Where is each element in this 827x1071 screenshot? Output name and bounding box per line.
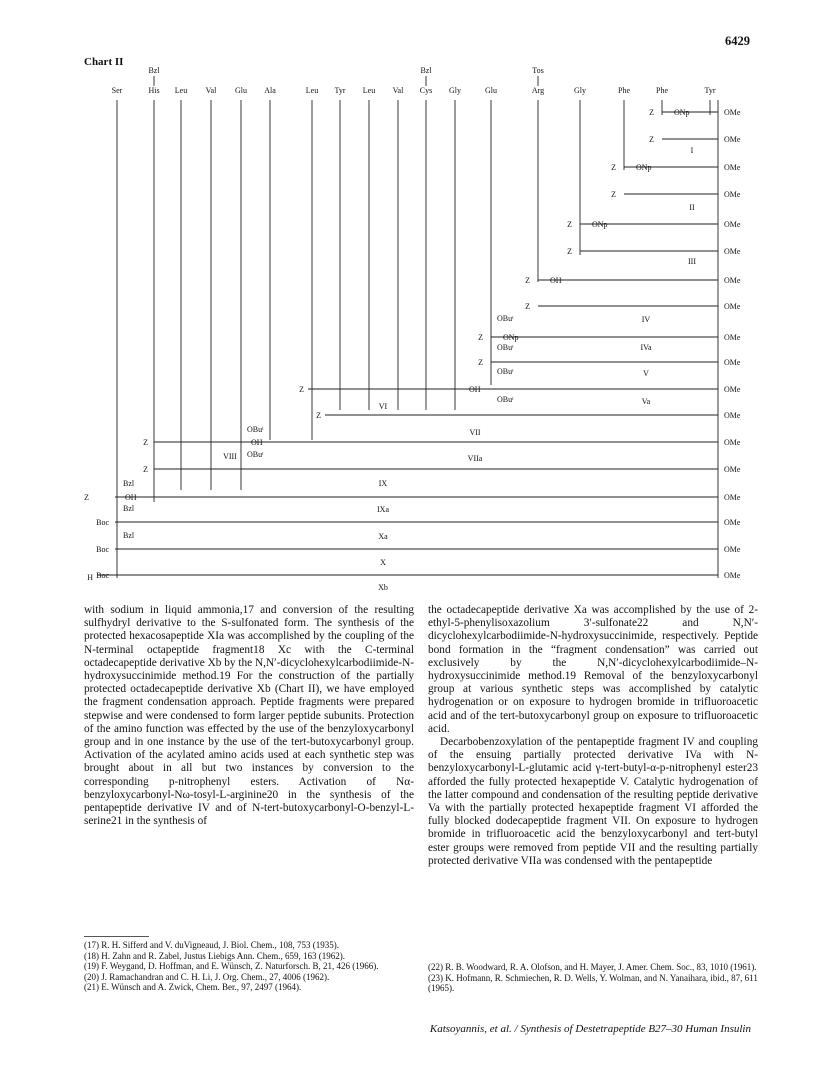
activation-group-label: OH <box>125 493 137 502</box>
n-terminal-label: Z <box>478 333 483 342</box>
references-left <box>84 940 414 993</box>
n-terminal-label: Z <box>525 276 530 285</box>
terminal-label: OMe <box>724 108 741 117</box>
residue-label: Ala <box>264 86 276 95</box>
terminal-label: OMe <box>724 438 741 447</box>
page-number: 6429 <box>725 34 750 48</box>
left-column-text: with sodium in liquid ammonia,17 and conversion of the resulting sulfhydryl derivative to the S-sulfonated form. The synthesis of the protected hexacosapeptide XIa was accomplished by the coupling of the N-terminal octapeptide fragment18 Xc with the C-terminal octadecapeptide derivative Xb by the N,N′-dicyclohexylcarbodiimide-N-hydroxysuccinimide method.19 For the construction of the partially protected octadecapeptide derivative Xb (Chart II), we have employed the fragment condensation approach. Peptide fragments were prepared stepwise and were condensed to form larger peptide subunits. Protection of the amino function was effected by the use of the benzyloxycarbonyl group and in one instance by the use of the tert-butoxycarbonyl group. Activation of the acylated amino acids used at each synthetic step was brought about in all but two instances by conversion to the corresponding p-nitrophenyl esters. Activation of Nα-benzyloxycarbonyl-Nω-tosyl-L-arginine20 in the synthesis of the pentapeptide derivative IV and of N-tert-butoxycarbonyl-O-benzyl-L-serine21 in the synthesis of <box>84 604 414 828</box>
reference-20: (20) J. Ramachandran and C. H. Li, J. Org. Chem., 27, 4006 (1962). <box>84 971 330 982</box>
residue-label: Tyr <box>334 86 346 95</box>
compound-label: IV <box>641 315 651 324</box>
residue-label: His <box>148 86 160 95</box>
compound-label: VII <box>469 428 481 437</box>
terminal-label: OMe <box>724 465 741 474</box>
side-chain-label: OBuᵗ <box>247 450 264 459</box>
activation-group-label: OH <box>251 438 263 447</box>
residue-label: Tyr <box>704 86 716 95</box>
n-terminal-label: Z <box>299 385 304 394</box>
side-chain-label: Bzl <box>123 479 135 488</box>
compound-label: IXa <box>377 505 389 514</box>
side-chain-label: OBuᵗ <box>497 367 514 376</box>
side-chain-label: OBuᵗ <box>497 314 514 323</box>
terminal-label: OMe <box>724 411 741 420</box>
activation-group-label: ONp <box>636 163 652 172</box>
n-terminal-label: Z <box>611 163 616 172</box>
n-terminal-label: Z <box>316 411 321 420</box>
n-terminal-label: Z <box>143 465 148 474</box>
residue-label: Phe <box>618 86 630 95</box>
side-chain-label: Bzl <box>123 504 135 513</box>
reference-19: (19) F. Weygand, D. Hoffman, and E. Wünsch, Z. Naturforsch. B, 21, 426 (1966). <box>84 961 379 972</box>
terminal-label: OMe <box>724 276 741 285</box>
reference-17: (17) R. H. Sifferd and V. duVigneaud, J. Biol. Chem., 108, 753 (1935). <box>84 940 339 950</box>
side-chain-label: OBuᵗ <box>497 343 514 352</box>
activation-group-label: ONp <box>674 108 690 117</box>
residue-label: Arg <box>531 86 545 95</box>
compound-label: X <box>380 558 386 567</box>
n-terminal-label: Boc <box>96 545 109 554</box>
compound-label: VIIa <box>467 454 483 463</box>
n-terminal-label: H <box>87 573 93 582</box>
protecting-group-label: Bzl <box>420 66 432 75</box>
protecting-group-label: Bzl <box>148 66 160 75</box>
n-terminal-label: Z <box>143 438 148 447</box>
side-chain-label: Bzl <box>123 531 135 540</box>
compound-label: III <box>688 257 696 266</box>
residue-label: Glu <box>235 86 247 95</box>
residue-label: Leu <box>305 86 319 95</box>
compound-label: I <box>690 146 694 155</box>
n-terminal-label: Z <box>649 135 654 144</box>
terminal-label: OMe <box>724 247 741 256</box>
compound-label: IVa <box>640 343 652 352</box>
left-column <box>84 604 414 828</box>
n-terminal-label: Z <box>611 190 616 199</box>
compound-label: Va <box>641 397 651 406</box>
compound-label: V <box>643 369 649 378</box>
residue-label: Leu <box>362 86 376 95</box>
n-terminal-label: Boc <box>96 518 109 527</box>
compound-label: Xb <box>378 583 388 592</box>
terminal-label: OMe <box>724 163 741 172</box>
n-terminal-label: Z <box>649 108 654 117</box>
activation-group-label: OH <box>550 276 562 285</box>
reference-21: (21) E. Wünsch and A. Zwick, Chem. Ber., 97, 2497 (1964). <box>84 982 302 993</box>
terminal-label: OMe <box>724 135 741 144</box>
residue-label: Val <box>392 86 404 95</box>
compound-label: Xa <box>378 532 388 541</box>
activation-group-label: ONp <box>592 220 608 229</box>
activation-group-label: OH <box>469 385 481 394</box>
references-right <box>428 962 758 994</box>
terminal-label: OMe <box>724 385 741 394</box>
residue-label: Phe <box>656 86 668 95</box>
n-terminal-label: Z <box>525 302 530 311</box>
footnote-rule-left <box>84 936 149 937</box>
residue-label: Ser <box>111 86 123 95</box>
compound-label: VI <box>378 402 388 411</box>
compound-label: IX <box>378 479 388 488</box>
side-chain-label: OBuᵗ <box>247 425 264 434</box>
terminal-label: OMe <box>724 545 741 554</box>
protecting-group-label: Tos <box>532 66 544 75</box>
compound-label: II <box>689 203 695 212</box>
residue-label: Gly <box>449 86 461 95</box>
n-terminal-label: Z <box>567 220 572 229</box>
running-footer: Katsoyannis, et al. / Synthesis of Destetrapeptide B27–30 Human Insulin <box>429 1023 751 1035</box>
residue-label: Cys <box>419 86 433 95</box>
activation-group-label: ONp <box>503 333 519 342</box>
residue-label: Glu <box>485 86 497 95</box>
terminal-label: OMe <box>724 220 741 229</box>
chart-title: Chart II <box>84 56 124 68</box>
reference-18: (18) H. Zahn and R. Zabel, Justus Liebigs Ann. Chem., 659, 163 (1962). <box>84 950 345 961</box>
right-column-para-2: Decarbobenzoxylation of the pentapeptide fragment IV and coupling of the ensuing partially protected derivative IVa with N-benzyloxycarbonyl-L-glutamic acid γ-tert-butyl-α-p-nitrophenyl ester23 afforded the fully protected hexapeptide V. Catalytic hydrogenation of the latter compound and condensation of the resulting peptide derivative Va with the partially protected hexapeptide fragment VI afforded the fully blocked dodecapeptide fragment VII. On exposure to hydrogen bromide in trifluoroacetic acid the benzyloxycarbonyl and tert-butyl ester groups were removed from peptide VII and the resulting partially protected derivative VIIa was condensed with the pentapeptide <box>428 736 758 867</box>
residue-label: Gly <box>574 86 586 95</box>
n-terminal-label: Z <box>84 493 89 502</box>
reference-22: (22) R. B. Woodward, R. A. Olofson, and H. Mayer, J. Amer. Chem. Soc., 83, 1010 (1961). <box>428 962 757 972</box>
terminal-label: OMe <box>724 571 741 580</box>
terminal-label: OMe <box>724 518 741 527</box>
residue-label: Val <box>205 86 217 95</box>
right-column <box>428 604 758 868</box>
terminal-label: OMe <box>724 358 741 367</box>
right-column-para-1: the octadecapeptide derivative Xa was accomplished by the use of 2-ethyl-5-phenylisoxazolium 3′-sulfonate22 and N,N′-dicyclohexylcarbodiimide-N-hydroxysuccinimide, respectively. Peptide bond formation in the “fragment condensation” was carried out exclusively by the N,N′-dicyclohexylcarbodiimide–N-hydroxysuccinimide method.19 Removal of the benzyloxycarbonyl group at various synthetic steps was accomplished by catalytic hydrogenation or on exposure to hydrogen bromide in trifluoroacetic acid and of the tert-butoxycarbonyl group on exposure to trifluoroacetic acid. <box>428 604 758 735</box>
reference-23: (23) K. Hofmann, R. Schmiechen, R. D. Wells, Y. Wolman, and N. Yanaihara, ibid., 87, 611 (1965). <box>428 972 758 994</box>
terminal-label: OMe <box>724 333 741 342</box>
terminal-label: OMe <box>724 190 741 199</box>
compound-label: VIII <box>223 452 237 461</box>
terminal-label: OMe <box>724 493 741 502</box>
terminal-label: OMe <box>724 302 741 311</box>
n-terminal-label: Boc <box>96 571 109 580</box>
side-chain-label: OBuᵗ <box>497 395 514 404</box>
n-terminal-label: Z <box>567 247 572 256</box>
residue-label: Leu <box>174 86 188 95</box>
n-terminal-label: Z <box>478 358 483 367</box>
